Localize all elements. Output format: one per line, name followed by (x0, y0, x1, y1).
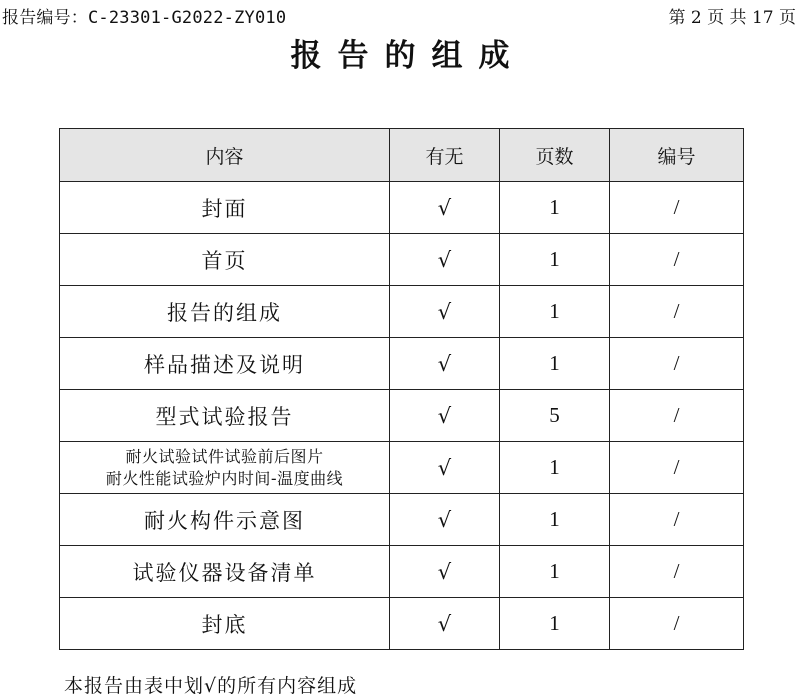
report-number: 报告编号：C-23301-G2022-ZY010 (2, 8, 287, 28)
present-cell: √ (390, 390, 500, 442)
page-mid: 页 共 (707, 8, 747, 28)
column-header-code: 编号 (610, 129, 744, 182)
item-cell (60, 442, 390, 494)
table-row (60, 182, 744, 234)
pages-cell: 1 (500, 234, 610, 286)
item-cell: 样品描述及说明 (60, 338, 390, 390)
code-cell: / (610, 494, 744, 546)
present-cell: √ (390, 338, 500, 390)
code-cell: / (610, 286, 744, 338)
code-cell: / (610, 390, 744, 442)
item-cell: 封面 (60, 182, 390, 234)
page-current: 2 (690, 8, 702, 28)
code-cell: / (610, 234, 744, 286)
item-cell: 封底 (60, 598, 390, 650)
page-total: 17 (751, 8, 774, 28)
pages-cell: 1 (500, 546, 610, 598)
table-row (60, 234, 744, 286)
pages-cell: 1 (500, 494, 610, 546)
pages-cell: 1 (500, 182, 610, 234)
table-row (60, 494, 744, 546)
table-row (60, 546, 744, 598)
present-cell: √ (390, 494, 500, 546)
table-row (60, 442, 744, 494)
pages-cell: 1 (500, 598, 610, 650)
page-indicator (669, 3, 797, 28)
item-cell: 报告的组成 (60, 286, 390, 338)
code-cell: / (610, 442, 744, 494)
item-cell: 耐火构件示意图 (60, 494, 390, 546)
present-cell: √ (390, 286, 500, 338)
column-header-content: 内容 (60, 129, 390, 182)
pages-cell: 1 (500, 338, 610, 390)
present-cell: √ (390, 546, 500, 598)
table-header-row (60, 129, 744, 182)
column-header-present: 有无 (390, 129, 500, 182)
item-line: 耐火性能试验炉内时间-温度曲线 (105, 468, 344, 488)
pages-cell: 5 (500, 390, 610, 442)
table-row (60, 338, 744, 390)
page-prefix: 第 (668, 8, 686, 28)
present-cell: √ (390, 598, 500, 650)
page-title: 报告的组成 (290, 38, 526, 74)
item-cell: 首页 (60, 234, 390, 286)
composition-table (59, 128, 744, 650)
item-cell: 试验仪器设备清单 (60, 546, 390, 598)
page-suffix: 页 (779, 8, 796, 28)
table-row (60, 390, 744, 442)
item-cell: 型式试验报告 (60, 390, 390, 442)
present-cell: √ (390, 182, 500, 234)
code-cell: / (610, 546, 744, 598)
item-line: 耐火试验试件试验前后图片 (125, 446, 324, 466)
table-row (60, 598, 744, 650)
code-cell: / (610, 182, 744, 234)
table-row (60, 286, 744, 338)
present-cell: √ (390, 234, 500, 286)
pages-cell: 1 (500, 286, 610, 338)
code-cell: / (610, 338, 744, 390)
footer-note: 本报告由表中划√的所有内容组成 (64, 675, 358, 697)
pages-cell: 1 (500, 442, 610, 494)
code-cell: / (610, 598, 744, 650)
present-cell: √ (390, 442, 500, 494)
column-header-pages: 页数 (500, 129, 610, 182)
